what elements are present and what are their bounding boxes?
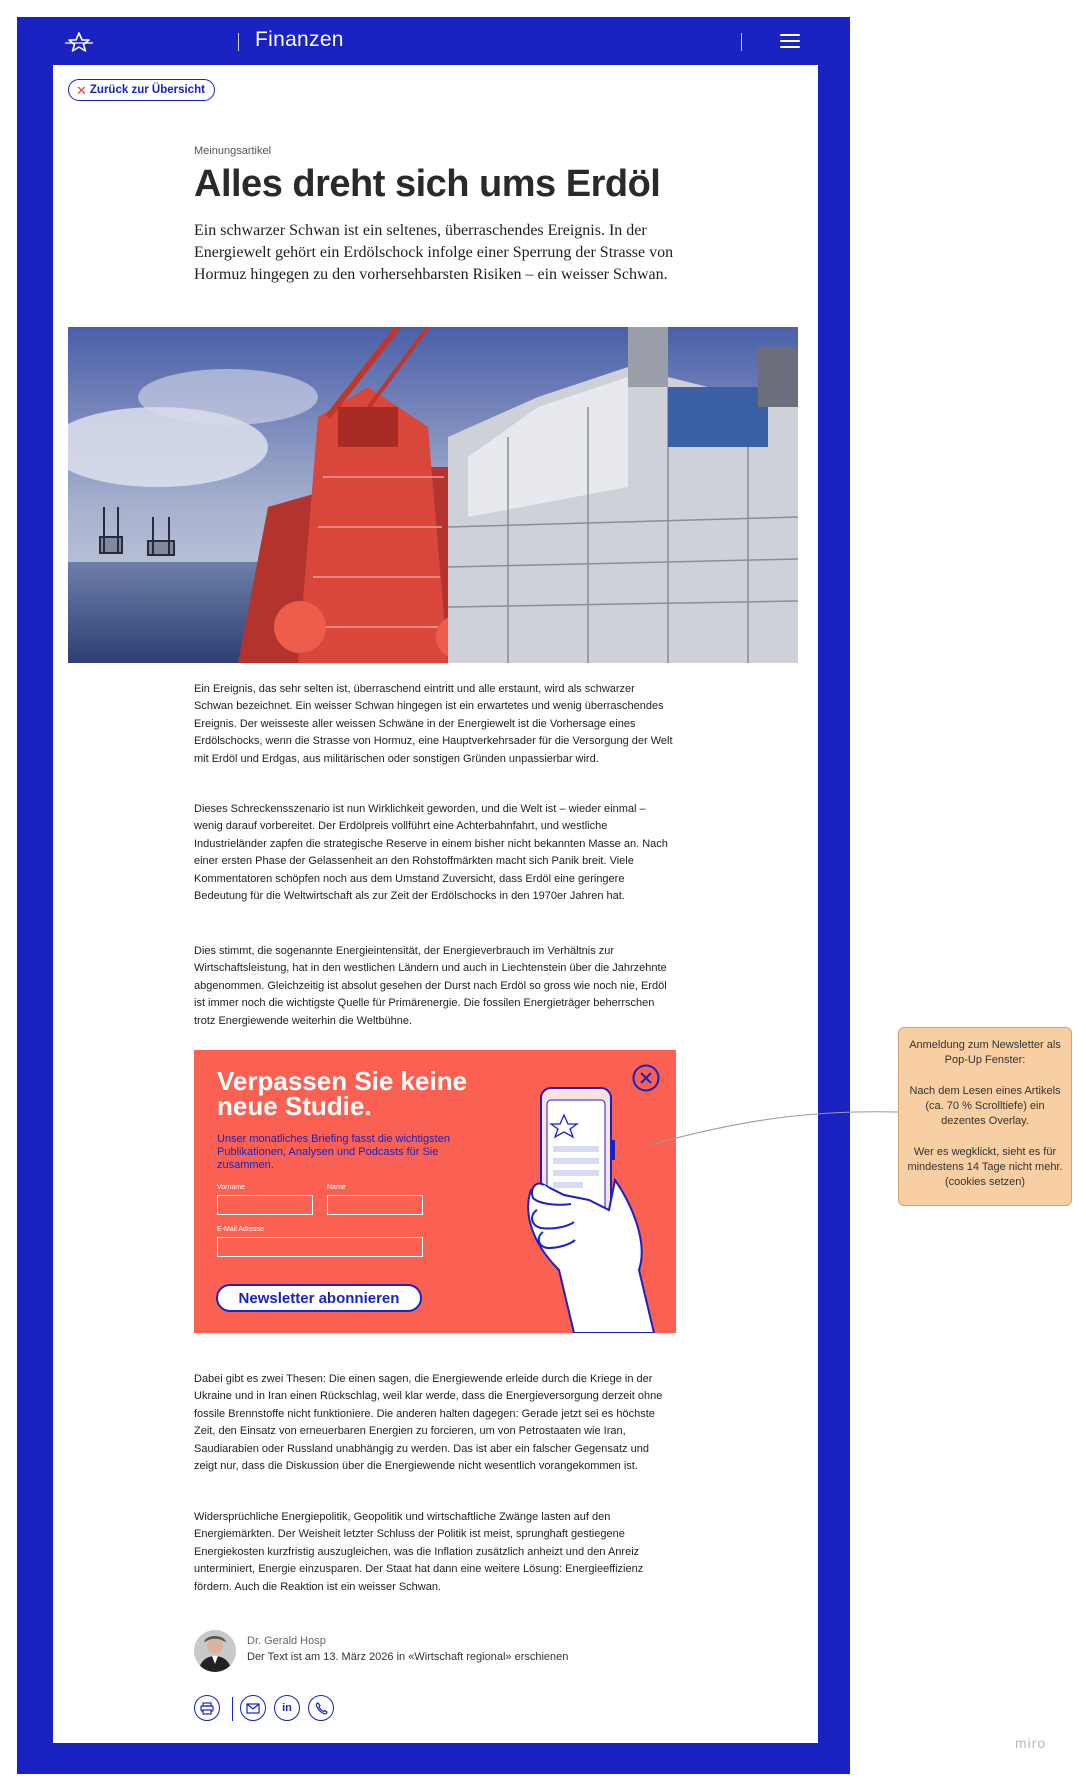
close-x-icon: ✕: [76, 82, 87, 98]
logo-icon[interactable]: [64, 31, 94, 53]
article-paragraph: Dabei gibt es zwei Thesen: Die einen sagen, die Energiewende erleide durch die Kriege in der Ukraine und in Iran einen Rückschlag, weil klar werde, dass die Energieversorgung derzeit ohne fossile Brennstoffe nicht funktioniere. Die anderen halten dagegen: Gerade jetzt sei es höchste Zeit, den Einsatz von erneuerbaren Energien zu forcieren, um von Petrostaaten wie Iran, Saudiarabien oder Russland unabhängig zu werden. Das ist aber ein falscher Gegensatz und zeigt nur, dass die Diskussion über die Energiewende nicht wesentlich vorangekommen ist.: [194, 1373, 663, 1473]
hand-holding-phone-illustration: [519, 1080, 669, 1333]
article-kicker: Meinungsartikel: [194, 145, 272, 157]
newsletter-text: Unser monatliches Briefing fasst die wichtigsten Publikationen, Analysen und Podcasts für Sie zusammen.: [217, 1133, 450, 1171]
author-block: [194, 1630, 674, 1674]
hamburger-menu-icon[interactable]: [780, 34, 800, 50]
firstname-label: Vorname: [217, 1184, 246, 1191]
author-name[interactable]: Dr. Gerald Hosp: [247, 1635, 326, 1647]
article-headline: Alles dreht sich ums Erdöl: [194, 163, 661, 205]
back-button-label: Zurück zur Übersicht: [89, 84, 205, 96]
publication-note: Der Text ist am 13. März 2026 in «Wirtschaft regional» erschienen: [247, 1651, 569, 1663]
header-divider: [741, 33, 742, 51]
newsletter-title: Verpassen Sie keine neue Studie.: [217, 1066, 468, 1121]
top-bar: [17, 17, 850, 65]
linkedin-icon[interactable]: in: [274, 1695, 300, 1721]
newsletter-popup: [194, 1050, 676, 1333]
article-paragraph: Dies stimmt, die sogenannte Energieintensität, der Energieverbrauch im Verhältnis zur Wirtschaftsleistung, hat in den westlichen Ländern und auch in Liechtenstein über die Jahrzehnte abgenommen. Gleichzeitig ist absolut gesehen der Durst nach Erdöl so gross wie noch nie, Erdöl ist immer noch die wichtigste Quelle für Primärenergie. Die fossilen Energieträger beherrschen trotz Energiewende weiterhin die Weltbühne.: [194, 945, 667, 1027]
article-paragraph: Widersprüchliche Energiepolitik, Geopolitik und wirtschaftliche Zwänge lasten auf den Energiemärkten. Der Weisheit letzter Schluss der Politik ist meist, sprunghaft gestiegene Energiekosten kurzfristig auszugleichen, was die Inflation zusätzlich anheizt und den Anreiz unterminiert, Energie einzusparen. Der Staat hat dann eine weitere Lösung: Energieeffizienz fördern. Auch die Reaktion ist ein weisser Schwan.: [194, 1511, 644, 1593]
share-bar: [194, 1695, 394, 1725]
device-frame: [17, 17, 850, 1774]
email-input[interactable]: [217, 1237, 423, 1257]
hero-image-oil-rig: [68, 327, 798, 663]
print-icon[interactable]: [194, 1695, 220, 1721]
author-avatar: [194, 1630, 236, 1672]
header-divider: [238, 33, 239, 51]
name-input[interactable]: [327, 1195, 423, 1215]
annotation-text: Nach dem Lesen eines Artikels (ca. 70 % Scrolltiefe) ein dezentes Overlay.: [909, 1085, 1061, 1127]
article-page: [53, 65, 818, 1743]
article-paragraph: Dieses Schreckensszenario ist nun Wirklichkeit geworden, und die Welt ist – wieder einmal – wenig darauf vorbereitet. Der Erdölpreis vollführt eine Achterbahnfahrt, und westliche Industrieländer zapfen die strategische Reserve in einem bisher nicht bekannten Masse an. Nach einer ersten Phase der Gelassenheit an den Rohstoffmärkten macht sich Panik breit. Viele Kommentatoren schöpfen noch aus dem Umstand Zuversicht, dass Erdöl eine geringere Bedeutung für die Weltwirtschaft als zur Zeit der Erdölschocks in den 1970er Jahren hat.: [194, 803, 668, 903]
annotation-connector-line: [650, 1100, 900, 1160]
article-lead: Ein schwarzer Schwan ist ein seltenes, überraschendes Ereignis. In der Energiewelt gehört ein Erdölschock infolge einer Sperrung der Strasse von Hormuz hingegen zu den vorhersehbarsten Risiken – ein weisser Schwan.: [194, 222, 674, 283]
subscribe-button[interactable]: Newsletter abonnieren: [216, 1284, 422, 1312]
article-paragraph: Ein Ereignis, das sehr selten ist, überraschend eintritt und alle erstaunt, wird als schwarzer Schwan bezeichnet. Ein weisser Schwan hingegen ist ein erwartetes und wenig überraschendes Ereignis. Der weisseste aller weissen Schwäne in der Energiewelt ist die Vorhersage eines Erdölschocks, wenn die Strasse von Hormuz, eine Hauptverkehrsader für die Versorgung der Welt mit Erdöl und Erdgas, aus militärischen oder sonstigen Gründen unpassierbar wird.: [194, 683, 673, 765]
annotation-text: Wer es wegklickt, sieht es für mindestens 14 Tage nicht mehr. (cookies setzen): [907, 1146, 1063, 1188]
mail-icon[interactable]: [240, 1695, 266, 1721]
annotation-sticky-note[interactable]: [898, 1027, 1072, 1206]
name-label: Name: [327, 1184, 346, 1191]
whatsapp-icon[interactable]: [308, 1695, 334, 1721]
firstname-input[interactable]: [217, 1195, 313, 1215]
share-divider: [232, 1697, 233, 1721]
annotation-text: Anmeldung zum Newsletter als Pop-Up Fenster:: [909, 1039, 1061, 1066]
back-to-overview-button[interactable]: [68, 79, 215, 101]
miro-watermark: miro: [1015, 1735, 1047, 1751]
section-title: Finanzen: [255, 28, 344, 51]
email-label: E-Mail Adresse: [217, 1226, 265, 1233]
